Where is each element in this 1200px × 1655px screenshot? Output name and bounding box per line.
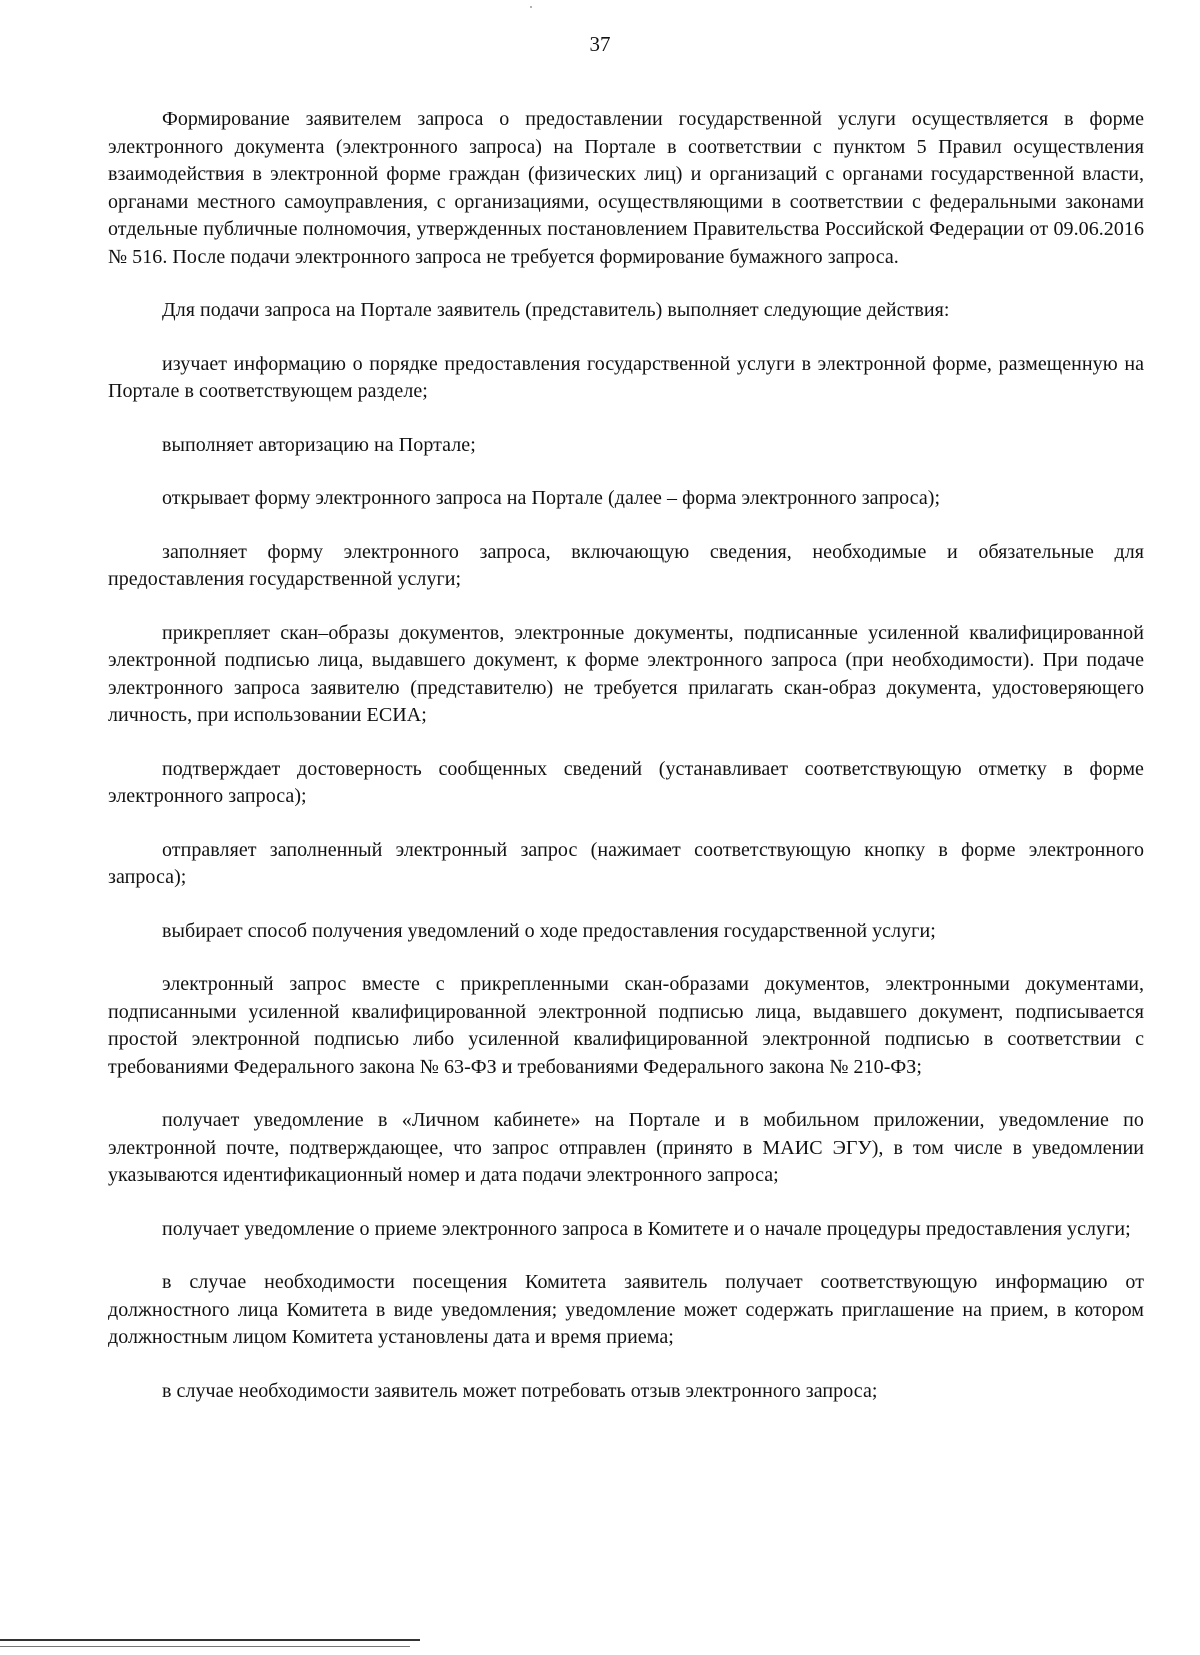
scan-speck xyxy=(530,6,532,8)
paragraph-personal-account-notice: получает уведомление в «Личном кабинете» на Портале и в мобильном приложении, уведомление по электронной почте, подтверждающее, что запрос отправлен (принято в МАИС ЭГУ), в том числе в уведомлении указываются идентификационный номер и дата подачи электронного запроса; xyxy=(108,1109,1144,1186)
paragraph-notification-method: выбирает способ получения уведомлений о ходе предоставления государственной услуги; xyxy=(162,919,936,942)
document-body xyxy=(108,106,1144,1431)
paragraph-authorization: выполняет авторизацию на Портале; xyxy=(162,433,476,456)
bottom-rule-thin xyxy=(0,1646,410,1647)
paragraph-signature: электронный запрос вместе с прикрепленными скан-образами документов, электронными документами, подписанными усиленной квалифицированной электронной подписью лица, выдавшего документ, подписывается простой электронной подписью либо усиленной квалифицированной электронной подписью в соответствии с требованиями Федерального закона № 63-ФЗ и требованиями Федерального закона № 210-ФЗ; xyxy=(108,973,1144,1078)
paragraph-open-form: открывает форму электронного запроса на Портале (далее – форма электронного запроса); xyxy=(162,487,941,509)
paragraph-acceptance-notice: получает уведомление о приеме электронного запроса в Комитете и о начале процедуры предоставления услуги; xyxy=(162,1217,1131,1240)
page-number: 37 xyxy=(589,32,611,56)
paragraph-fill-form: заполняет форму электронного запроса, включающую сведения, необходимые и обязательные для предоставления государственной услуги; xyxy=(108,540,1144,590)
paragraph-actions-intro: Для подачи запроса на Портале заявитель (представитель) выполняет следующие действия: xyxy=(162,299,950,321)
paragraph-committee-visit: в случае необходимости посещения Комитета заявитель получает соответствующую информацию от должностного лица Комитета в виде уведомления; уведомление может содержать приглашение на прием, в котором должностным лицом Комитета установлены дата и время приема; xyxy=(108,1271,1144,1348)
paragraph-confirm-data: подтверждает достоверность сообщенных сведений (устанавливает соответствующую отметку в форме электронного запроса); xyxy=(108,757,1144,807)
paragraph-send-request: отправляет заполненный электронный запрос (нажимает соответствующую кнопку в форме электронного запроса); xyxy=(108,838,1144,888)
paragraph-attach-documents: прикрепляет скан–образы документов, электронные документы, подписанные усиленной квалифицированной электронной подписью лица, выдавшего документ, к форме электронного запроса (при необходимости). При подаче электронного запроса заявителю (представителю) не требуется прилагать скан-образ документа, удостоверяющего личность, при использовании ЕСИА; xyxy=(108,621,1144,726)
paragraph-withdraw-request: в случае необходимости заявитель может потребовать отзыв электронного запроса; xyxy=(162,1379,878,1402)
paragraph-request-formation: Формирование заявителем запроса о предоставлении государственной услуги осуществляется в форме электронного документа (электронного запроса) на Портале в соответствии с пунктом 5 Правил осуществления взаимодействия в электронной форме граждан (физических лиц) и организаций с органами государственной власти, органами местного самоуправления, с организациями, осуществляющими в соответствии с федеральными законами отдельные публичные полномочия, утвержденных постановлением Правительства Российской Федерации от 09.06.2016 № 516. После подачи электронного запроса не требуется формирование бумажного запроса. xyxy=(108,108,1144,268)
paragraph-study-info: изучает информацию о порядке предоставления государственной услуги в электронной форме, размещенную на Портале в соответствующем разделе; xyxy=(108,352,1144,402)
bottom-rule xyxy=(0,1639,420,1641)
